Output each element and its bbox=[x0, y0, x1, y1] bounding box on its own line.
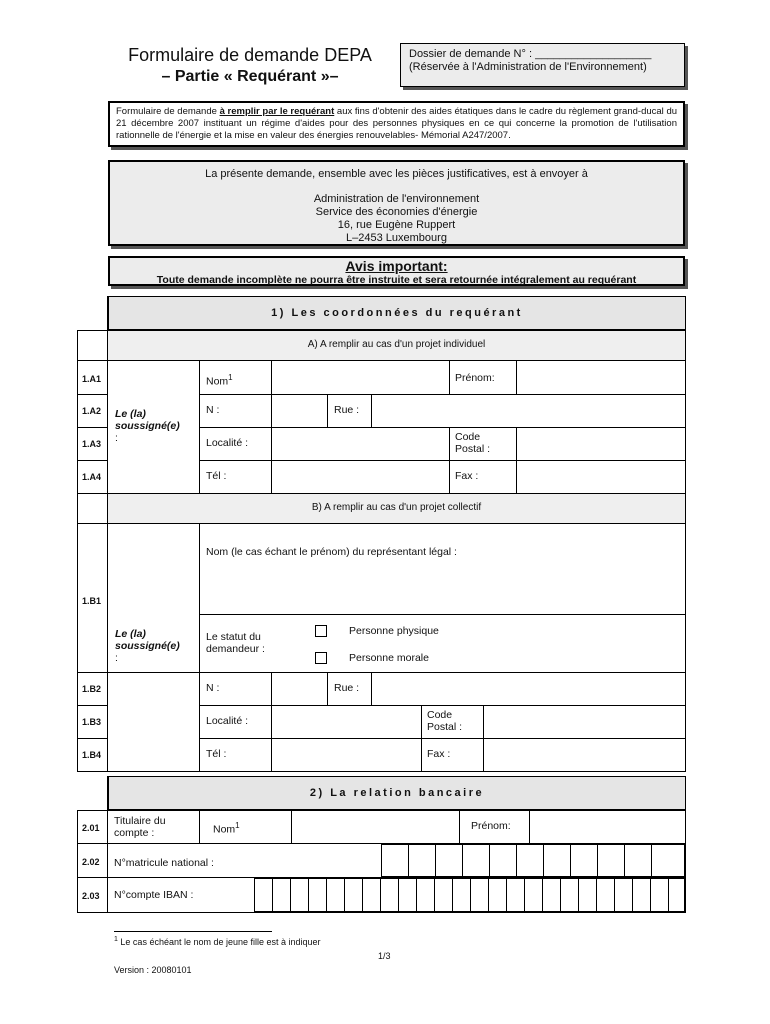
avis-heading: Avis important: bbox=[345, 258, 448, 274]
soussigne-b: Le (la) soussigné(e) : bbox=[115, 628, 180, 664]
label-personne-morale: Personne morale bbox=[349, 652, 429, 664]
soussigne-a: Le (la) soussigné(e) : bbox=[115, 408, 180, 444]
code-1b4: 1.B4 bbox=[82, 750, 102, 760]
dossier-note: (Réservée à l'Administration de l'Environnement) bbox=[409, 61, 647, 73]
address-box bbox=[108, 160, 685, 246]
label-prenom-a: Prénom: bbox=[455, 372, 495, 384]
label-localite-b: Localité : bbox=[206, 715, 249, 727]
code-203: 2.03 bbox=[82, 891, 100, 901]
avis-text: Toute demande incomplète ne pourra être instruite et sera retournée intégralement au requérant bbox=[156, 274, 637, 286]
section2-header: 2) La relation bancaire bbox=[108, 776, 686, 810]
label-matricule: N°matricule national : bbox=[114, 857, 214, 869]
version: Version : 20080101 bbox=[114, 965, 192, 975]
address-line-1: Administration de l'environnement bbox=[313, 193, 480, 205]
input-fax-a[interactable] bbox=[517, 461, 684, 492]
code-1b3: 1.B3 bbox=[82, 717, 102, 727]
label-iban: N°compte IBAN : bbox=[114, 889, 194, 901]
footnote: $^1$ Le cas échéant le nom de jeune fille est à indiquer bbox=[114, 936, 321, 947]
code-1a1: 1.A1 bbox=[82, 374, 102, 384]
address-lead: La présente demande, ensemble avec les pièces justificatives, est à envoyer à bbox=[205, 168, 588, 180]
intro-text-after: aux fins d'obtenir des aides étatiques dans le cadre du règlement grand-ducal du 21 décembre 2007 instituant un régime d'aides pour des personnes physiques en ce qui concerne la promotion de l'utilisation rationnelle de l'énergie et la mise en valeur des énergies renouvelables- Mémorial A247/2007. bbox=[116, 106, 678, 141]
code-1a4: 1.A4 bbox=[82, 472, 102, 482]
input-rue-a[interactable] bbox=[372, 395, 684, 426]
label-prenom-compte: Prénom: bbox=[471, 820, 511, 832]
input-localite-b[interactable] bbox=[272, 706, 420, 737]
part-b-header: B) A remplir au cas d'un projet collectif bbox=[108, 493, 685, 523]
label-localite-a: Localité : bbox=[206, 437, 249, 449]
label-codepostal-a: Code Postal : bbox=[455, 431, 491, 455]
label-nom-a: Nom$^1$ bbox=[206, 373, 233, 388]
input-tel-a[interactable] bbox=[272, 461, 448, 492]
part-a-header: A) A remplir au cas d'un projet individuel bbox=[108, 330, 685, 360]
input-localite-a[interactable] bbox=[272, 428, 448, 459]
input-tel-b[interactable] bbox=[272, 739, 420, 770]
input-rue-b[interactable] bbox=[372, 673, 684, 704]
input-representant[interactable] bbox=[200, 562, 685, 612]
input-prenom-compte[interactable] bbox=[530, 811, 684, 842]
input-codepostal-b[interactable] bbox=[484, 706, 684, 737]
label-n-b: N : bbox=[206, 682, 220, 694]
page-number: 1/3 bbox=[378, 951, 391, 961]
address-line-2: Service des économies d'énergie bbox=[315, 206, 478, 218]
label-n-a: N : bbox=[206, 404, 220, 416]
label-nom-compte: Nom$^1$ bbox=[213, 821, 240, 836]
label-tel-a: Tél : bbox=[206, 470, 227, 482]
label-personne-physique: Personne physique bbox=[349, 625, 439, 637]
label-codepostal-b: Code Postal : bbox=[427, 709, 463, 733]
code-201: 2.01 bbox=[82, 823, 100, 833]
label-tel-b: Tél : bbox=[206, 748, 227, 760]
checkbox-personne-physique[interactable] bbox=[315, 625, 327, 637]
label-fax-a: Fax : bbox=[455, 470, 479, 482]
input-n-a[interactable] bbox=[272, 395, 326, 426]
form-title bbox=[100, 44, 400, 88]
code-202: 2.02 bbox=[82, 857, 100, 867]
label-fax-b: Fax : bbox=[427, 748, 451, 760]
input-n-b[interactable] bbox=[272, 673, 326, 704]
input-nom-compte[interactable] bbox=[292, 811, 458, 842]
section1-header: 1) Les coordonnées du requérant bbox=[108, 296, 686, 330]
code-1b2: 1.B2 bbox=[82, 684, 102, 694]
label-titulaire: Titulaire du compte : bbox=[114, 815, 166, 839]
dossier-box bbox=[400, 43, 685, 87]
input-prenom-a[interactable] bbox=[517, 361, 684, 393]
label-representant: Nom (le cas échant le prénom) du représentant légal : bbox=[206, 546, 457, 558]
input-codepostal-a[interactable] bbox=[517, 428, 684, 459]
code-1a2: 1.A2 bbox=[82, 406, 102, 416]
address-line-3: 16, rue Eugène Ruppert bbox=[337, 219, 456, 231]
intro-emphasis: à remplir par le requérant bbox=[219, 106, 335, 117]
code-1a3: 1.A3 bbox=[82, 439, 102, 449]
code-1b1: 1.B1 bbox=[82, 596, 102, 606]
form-title-main: Formulaire de demande DEPA bbox=[128, 45, 372, 65]
form-subtitle: – Partie « Requérant »– bbox=[161, 68, 339, 85]
dossier-label: Dossier de demande N° : ___________________ bbox=[409, 48, 652, 60]
intro-box bbox=[108, 101, 685, 147]
address-line-4: L–2453 Luxembourg bbox=[346, 232, 447, 244]
label-rue-b: Rue : bbox=[334, 682, 360, 694]
checkbox-personne-morale[interactable] bbox=[315, 652, 327, 664]
input-nom-a[interactable] bbox=[272, 361, 448, 393]
label-statut: Le statut du demandeur : bbox=[206, 631, 265, 655]
label-rue-a: Rue : bbox=[334, 404, 360, 416]
intro-text-before: Formulaire de demande bbox=[116, 106, 220, 117]
input-fax-b[interactable] bbox=[484, 739, 684, 770]
avis-box bbox=[108, 256, 685, 286]
